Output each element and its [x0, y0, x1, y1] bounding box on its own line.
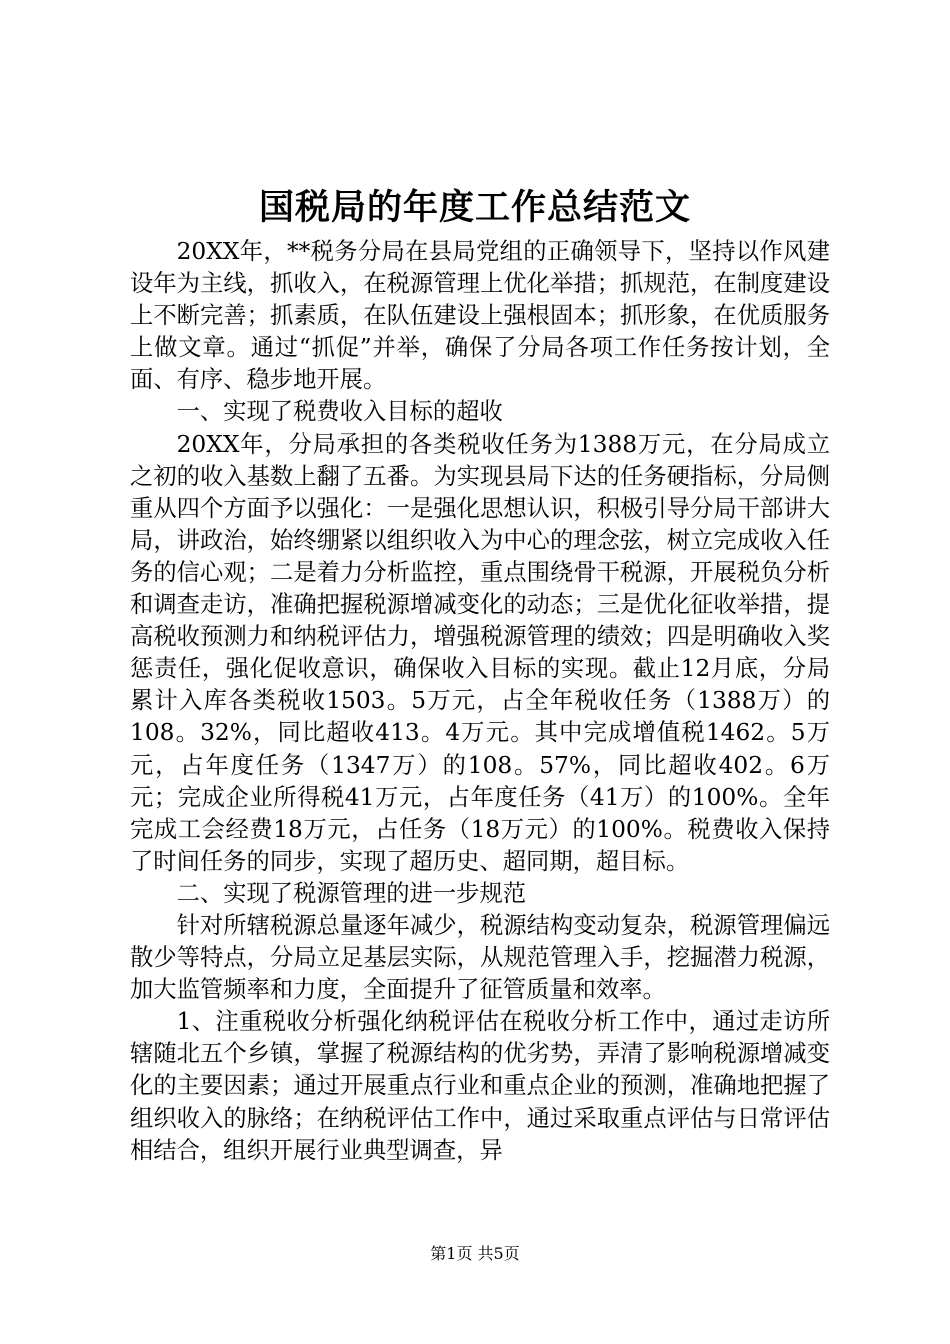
paragraph-tax-source: 针对所辖税源总量逐年减少，税源结构变动复杂，税源管理偏远散少等特点，分局立足基层实际，从规范管理入手，挖掘潜力税源，加大监管频率和力度，全面提升了征管质量和效率。: [130, 911, 830, 1004]
section-heading-1: 一、实现了税费收入目标的超收: [176, 398, 503, 426]
paragraph-tax-analysis: 1、注重税收分析强化纳税评估在税收分析工作中，通过走访所辖随北五个乡镇，掌握了税源结构的优劣势，弄清了影响税源增减变化的主要因素；通过开展重点行业和重点企业的预测，准确地把握了组织收入的脉络；在纳税评估工作中，通过采取重点评估与日常评估相结合，组织开展行业典型调查，异: [130, 1008, 830, 1164]
document-body: [130, 236, 830, 1167]
paragraph-revenue: 20XX年，分局承担的各类税收任务为1388万元，在分局成立之初的收入基数上翻了五番。为实现县局下达的任务硬指标，分局侧重从四个方面予以强化：一是强化思想认识，积极引导分局干部讲大局，讲政治，始终绷紧以组织收入为中心的理念弦，树立完成收入任务的信心观；二是着力分析监控，重点围绕骨干税源，开展税负分析和调查走访，准确把握税源增减变化的动态；三是优化征收举措，提高税收预测力和纳税评估力，增强税源管理的绩效；四是明确收入奖惩责任，强化促收意识，确保收入目标的实现。截止12月底，分局累计入库各类税收1503。5万元，占全年税收任务（1388万）的108。32%，同比超收413。4万元。其中完成增值税1462。5万元，占年度任务（1347万）的108。57%，同比超收402。6万元；完成企业所得税41万元，占年度任务（41万）的100%。全年完成工会经费18万元，占任务（18万元）的100%。税费收入保持了时间任务的同步，实现了超历史、超同期，超目标。: [130, 430, 830, 875]
paragraph-intro: 20XX年，**税务分局在县局党组的正确领导下，坚持以作风建设年为主线，抓收入，在税源管理上优化举措；抓规范，在制度建设上不断完善；抓素质，在队伍建设上强根固本；抓形象，在优质服务上做文章。通过“抓促”并举，确保了分局各项工作任务按计划，全面、有序、稳步地开展。: [130, 238, 830, 394]
document-title: 国税局的年度工作总结范文: [258, 187, 691, 228]
section-heading-2: 二、实现了税源管理的进一步规范: [176, 879, 527, 907]
page-number-footer: 第1页 共5页: [430, 1244, 520, 1263]
